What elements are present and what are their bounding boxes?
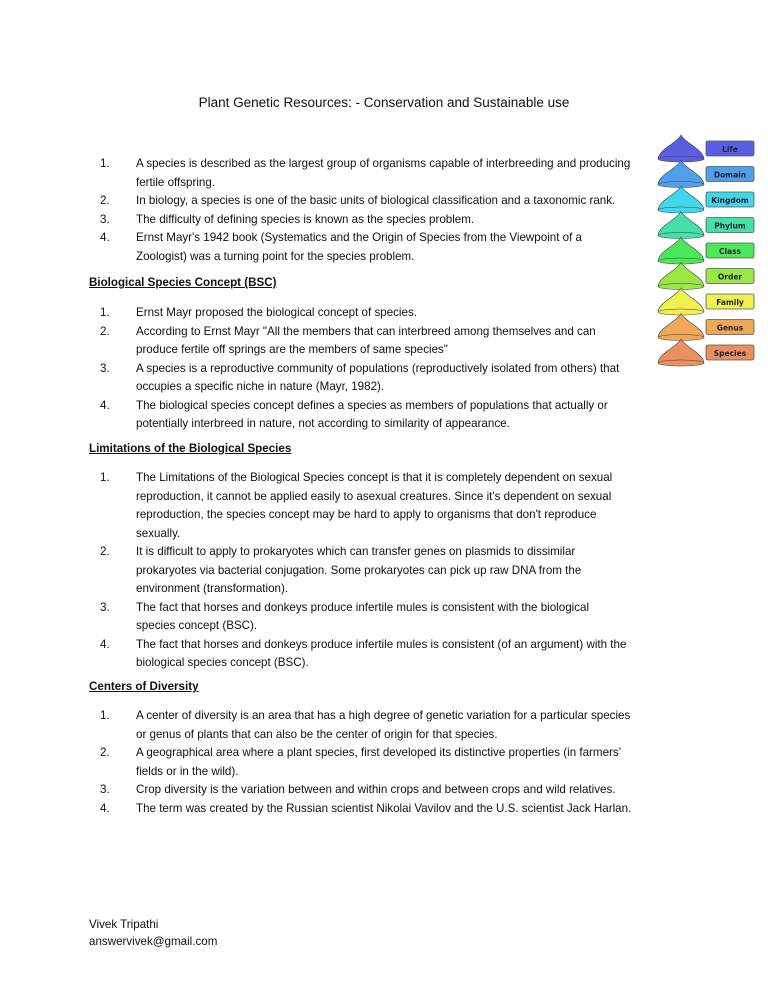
author-email: answervivek@gmail.com bbox=[89, 935, 218, 948]
bell-shape-icon bbox=[658, 186, 704, 210]
bell-shape-icon bbox=[658, 339, 704, 363]
list-item bbox=[0, 304, 768, 323]
list-item bbox=[0, 360, 768, 397]
list-item bbox=[0, 543, 768, 599]
taxonomy-level-domain bbox=[658, 161, 754, 188]
numbered-list bbox=[0, 469, 768, 673]
list-item-line: It is difficult to apply to prokaryotes which can transfer genes on plasmids to dissimilar bbox=[136, 545, 576, 558]
list-item-line: Ernst Mayr's 1942 book (Systematics and the Origin of Species from the Viewpoint of a bbox=[136, 231, 582, 244]
list-number: 1. bbox=[100, 157, 110, 170]
bell-shape-icon bbox=[658, 263, 704, 287]
list-number: 1. bbox=[100, 471, 110, 484]
list-item-line: prokaryotes via bacterial conjugation. Some prokaryotes can pick up raw DNA from the bbox=[136, 563, 582, 577]
list-item-line: biological species concept (BSC). bbox=[136, 656, 309, 669]
list-number: 4. bbox=[100, 231, 110, 244]
list-item-line: potentially interbreed in nature, not according to similarity of appearance. bbox=[136, 417, 510, 430]
list-item-line: Zoologist) was a turning point for the species problem. bbox=[136, 249, 415, 263]
list-item-line: produce fertile off springs are the members of same species" bbox=[136, 343, 448, 356]
list-item-line: A species is a reproductive community of populations (reproductively isolated from others) that bbox=[136, 361, 620, 375]
list-number: 3. bbox=[100, 783, 110, 796]
level-label: Class bbox=[718, 247, 742, 256]
taxonomy-level-life bbox=[658, 135, 754, 162]
list-item-line: A center of diversity is an area that has a high degree of genetic variation for a particular species bbox=[136, 709, 631, 722]
list-number: 2. bbox=[100, 324, 110, 338]
list-item-line: environment (transformation). bbox=[136, 582, 289, 595]
footer bbox=[89, 916, 217, 950]
document-title: Plant Genetic Resources: - Conservation and Sustainable use bbox=[198, 95, 570, 110]
bell-shape-icon bbox=[658, 135, 704, 159]
list-item bbox=[0, 800, 768, 819]
bell-shape-icon bbox=[658, 288, 704, 312]
level-label: Phylum bbox=[714, 221, 746, 231]
taxonomy-level-phylum bbox=[658, 212, 754, 239]
list-item-line: species concept (BSC). bbox=[136, 619, 258, 632]
numbered-list bbox=[0, 707, 768, 818]
list-item bbox=[0, 192, 768, 211]
list-number: 2. bbox=[100, 746, 110, 759]
section-heading: Limitations of the Biological Species bbox=[89, 442, 292, 455]
list-item bbox=[0, 323, 768, 360]
numbered-list bbox=[0, 304, 768, 434]
taxonomy-level-order bbox=[658, 263, 754, 290]
list-item-line: fields or in the wild). bbox=[136, 764, 239, 778]
list-item bbox=[0, 211, 768, 230]
level-label: Family bbox=[716, 298, 744, 307]
list-item-line: or genus of plants that can also be the center of origin for that species. bbox=[136, 727, 498, 741]
list-item-line: A geographical area where a plant species, first developed its distinctive properties (in farmers’ bbox=[136, 746, 622, 759]
numbered-list bbox=[0, 155, 768, 266]
list-item-line: According to Ernst Mayr "All the members that can interbreed among themselves and can bbox=[136, 324, 596, 338]
list-item-line: The fact that horses and donkeys produce infertile mules is consistent (of an argument) with the bbox=[136, 637, 627, 651]
section-heading: Centers of Diversity bbox=[89, 680, 199, 693]
list-number: 1. bbox=[100, 709, 110, 722]
level-label: Life bbox=[722, 145, 738, 154]
list-item-line: Crop diversity is the variation between and within crops and between crops and wild relatives. bbox=[136, 783, 616, 796]
level-label: Genus bbox=[716, 323, 744, 333]
level-label: Order bbox=[717, 272, 743, 282]
taxonomy-level-family bbox=[658, 288, 754, 315]
level-label: Domain bbox=[713, 170, 747, 180]
level-label: Kingdom bbox=[711, 196, 749, 205]
list-number: 1. bbox=[100, 306, 110, 319]
list-number: 3. bbox=[100, 212, 110, 226]
list-item bbox=[0, 636, 768, 673]
list-number: 2. bbox=[100, 194, 110, 207]
taxonomy-level-class bbox=[658, 237, 754, 264]
author-name: Vivek Tripathi bbox=[89, 918, 159, 931]
bell-shape-icon bbox=[658, 212, 704, 236]
list-number: 3. bbox=[100, 361, 110, 375]
list-item-line: In biology, a species is one of the basic units of biological classification and a taxonomic rank. bbox=[136, 194, 616, 207]
list-number: 4. bbox=[100, 398, 110, 412]
list-item-line: The biological species concept defines a species as members of populations that actually or bbox=[136, 398, 608, 412]
list-number: 2. bbox=[100, 545, 110, 558]
level-label: Species bbox=[713, 349, 747, 358]
bell-shape-icon bbox=[658, 237, 704, 261]
list-item-line: A species is described as the largest group of organisms capable of interbreeding and producing bbox=[136, 157, 631, 170]
bell-base-icon bbox=[658, 360, 704, 366]
list-item bbox=[0, 229, 768, 266]
list-number: 4. bbox=[100, 637, 110, 651]
bell-shape-icon bbox=[658, 161, 704, 185]
bell-shape-icon bbox=[658, 314, 704, 338]
list-number: 4. bbox=[100, 801, 110, 815]
taxonomy-level-kingdom bbox=[658, 186, 754, 213]
list-item-line: sexually. bbox=[136, 526, 181, 540]
list-item-line: reproduction, the species concept may be hard to apply to organisms that don't reproduce bbox=[136, 508, 597, 521]
list-number: 3. bbox=[100, 600, 110, 614]
list-item-line: Ernst Mayr proposed the biological concept of species. bbox=[136, 306, 417, 319]
list-item bbox=[0, 707, 768, 744]
list-item bbox=[0, 781, 768, 800]
list-item bbox=[0, 599, 768, 636]
list-item-line: The term was created by the Russian scientist Nikolai Vavilov and the U.S. scientist Jack Harlan. bbox=[136, 801, 632, 815]
taxonomy-level-genus bbox=[658, 314, 754, 341]
list-item bbox=[0, 155, 768, 192]
list-item-line: fertile offspring. bbox=[136, 175, 216, 189]
list-item bbox=[0, 469, 768, 543]
list-item-line: The fact that horses and donkeys produce infertile mules is consistent with the biological bbox=[136, 600, 590, 614]
list-item-line: reproduction, it cannot be applied easily to asexual creatures. Since it's dependent on sexual bbox=[136, 489, 612, 503]
list-item bbox=[0, 744, 768, 781]
taxonomy-level-species bbox=[658, 339, 754, 366]
section-heading: Biological Species Concept (BSC) bbox=[89, 276, 277, 289]
list-item-line: The Limitations of the Biological Species concept is that it is completely dependent on sexual bbox=[136, 471, 613, 484]
taxonomy-hierarchy-diagram bbox=[654, 134, 764, 374]
list-item-line: The difficulty of defining species is known as the species problem. bbox=[136, 212, 475, 226]
list-item-line: occupies a specific niche in nature (Mayr, 1982). bbox=[136, 380, 385, 393]
list-item bbox=[0, 397, 768, 434]
